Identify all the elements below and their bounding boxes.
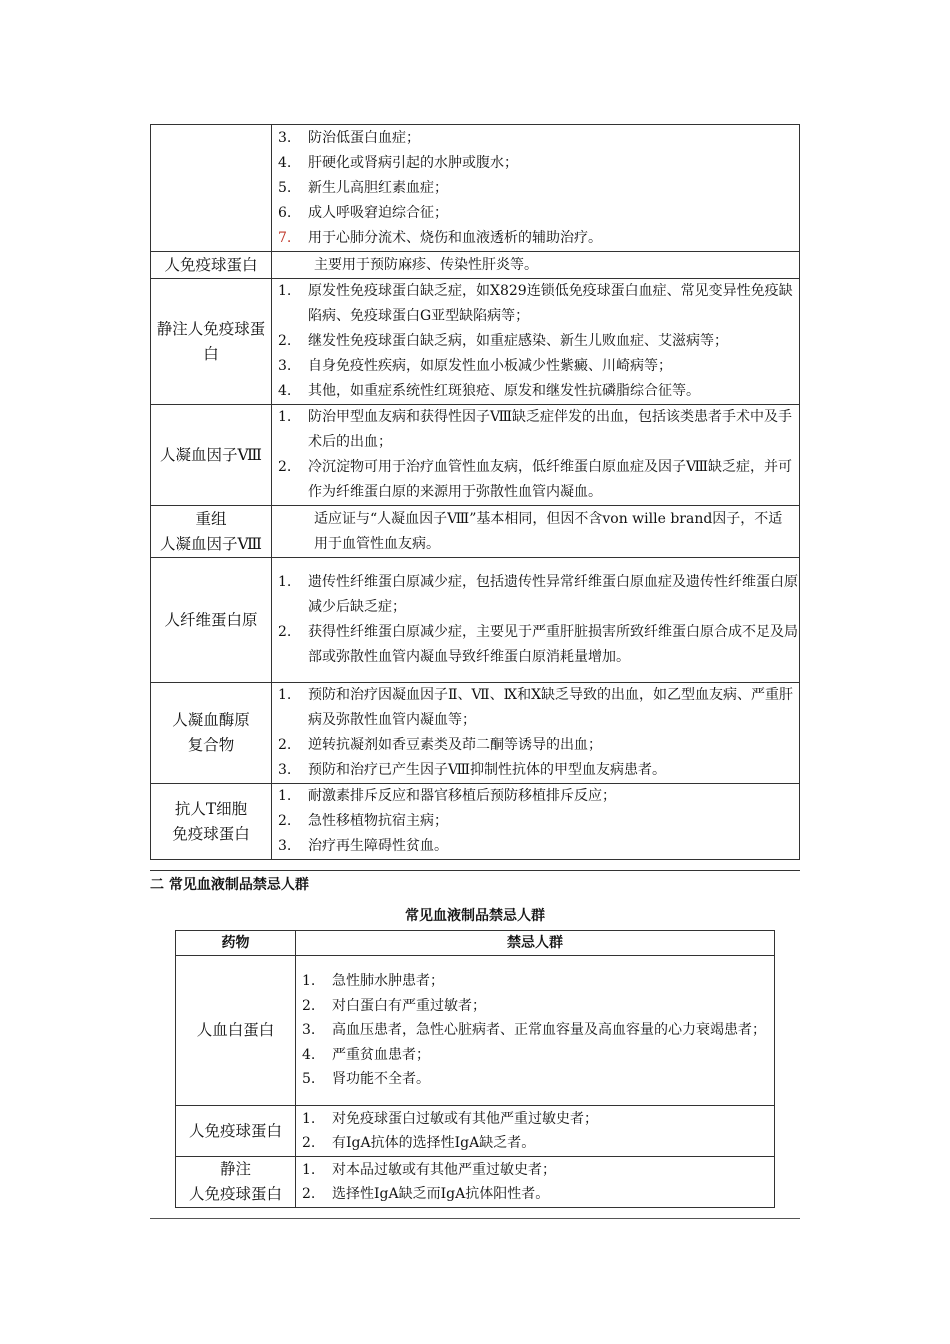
- indication-list: [272, 125, 800, 252]
- table-row: [151, 558, 800, 683]
- bottom-divider: [150, 1218, 800, 1219]
- list-item: 1. 急性肺水肿患者；: [302, 973, 444, 990]
- list-item: 1. 对免疫球蛋白过敏或有其他严重过敏史者；: [302, 1110, 598, 1127]
- table-row: [151, 405, 800, 506]
- table-row: [151, 279, 800, 405]
- list-item: 4. 其他，如重症系统性红斑狼疮、原发和继发性抗磷脂综合征等。: [278, 383, 700, 399]
- indication-list: [272, 683, 800, 784]
- list-item: 1. 遗传性纤维蛋白原减少症，包括遗传性异常纤维蛋白原血症及遗传性纤维蛋白原减少后缺乏症；: [278, 574, 798, 615]
- table-row: [151, 784, 800, 860]
- list-item: 1. 原发性免疫球蛋白缺乏症，如X829连锁低免疫球蛋白血症、常见变异性免疫缺陷病、免疫球蛋白G亚型缺陷病等；: [278, 283, 793, 324]
- section-title: 二 常见血液制品禁忌人群: [150, 870, 800, 896]
- indications-table: [150, 124, 800, 860]
- list-item: 4. 严重贫血患者；: [302, 1046, 430, 1063]
- list-item: 2. 获得性纤维蛋白原减少症，主要见于严重肝脏损害所致纤维蛋白原合成不足及局部或弥散性血管内凝血导致纤维蛋白原消耗量增加。: [278, 624, 798, 665]
- drug-cell: 人凝血因子Ⅷ: [151, 405, 272, 506]
- contraindication-list: [296, 1157, 775, 1208]
- list-item: 2. 急性移植物抗宿主病；: [278, 813, 448, 829]
- drug-cell: 人纤维蛋白原: [151, 558, 272, 683]
- drug-cell: 人免疫球蛋白: [151, 252, 272, 279]
- drug-cell: [151, 125, 272, 252]
- drug-cell: 人免疫球蛋白: [176, 1106, 296, 1157]
- table-row: [151, 683, 800, 784]
- indication-text: 主要用于预防麻疹、传染性肝炎等。: [272, 252, 800, 279]
- list-item: 3. 防治低蛋白血症；: [278, 129, 420, 146]
- list-item: 5. 新生儿高胆红素血症；: [278, 179, 448, 196]
- list-item: 1. 防治甲型血友病和获得性因子Ⅷ缺乏症伴发的出血，包括该类患者手术中及手术后的出血；: [278, 409, 793, 450]
- table-header-row: [176, 931, 775, 956]
- list-item: 7. 用于心肺分流术、烧伤和血液透析的辅助治疗。: [272, 226, 799, 251]
- indication-list: [272, 558, 800, 683]
- list-item: 4. 肝硬化或肾病引起的水肿或腹水；: [278, 154, 518, 171]
- list-item: 3. 治疗再生障碍性贫血。: [278, 838, 448, 854]
- contraindication-list: [296, 1106, 775, 1157]
- list-item: 1. 耐激素排斥反应和器官移植后预防移植排斥反应；: [278, 788, 616, 804]
- table-caption: 常见血液制品禁忌人群: [405, 908, 545, 924]
- drug-cell: 静注人免疫球蛋白: [151, 279, 272, 405]
- list-item: 2. 逆转抗凝剂如香豆素类及茚二酮等诱导的出血；: [278, 737, 602, 753]
- drug-cell: 重组 人凝血因子Ⅷ: [151, 506, 272, 558]
- list-item: 2. 选择性IgA缺乏而IgA抗体阳性者。: [302, 1186, 550, 1202]
- table-row: [176, 1106, 775, 1157]
- list-item: 6. 成人呼吸窘迫综合征；: [278, 204, 448, 221]
- column-header-contraindication: 禁忌人群: [296, 931, 775, 956]
- list-item: 3. 高血压患者，急性心脏病者、正常血容量及高血容量的心力衰竭患者；: [302, 1022, 766, 1039]
- drug-cell: 人血白蛋白: [176, 956, 296, 1106]
- indication-text: 适应证与“人凝血因子Ⅷ”基本相同，但因不含von wille brand因子，不适用于血管性血友病。: [272, 506, 800, 558]
- table-row: [151, 506, 800, 558]
- drug-cell: 静注 人免疫球蛋白: [176, 1157, 296, 1208]
- indication-list: [272, 784, 800, 860]
- contraindication-list: [296, 956, 775, 1106]
- drug-cell: 抗人T细胞 免疫球蛋白: [151, 784, 272, 860]
- indication-list: [272, 405, 800, 506]
- list-item: 2. 对白蛋白有严重过敏者；: [302, 997, 486, 1014]
- drug-cell: 人凝血酶原 复合物: [151, 683, 272, 784]
- table-row: [176, 956, 775, 1106]
- list-item: 5. 肾功能不全者。: [302, 1071, 430, 1088]
- list-item: 3. 自身免疫性疾病，如原发性血小板减少性紫癜、川崎病等；: [278, 358, 672, 374]
- list-item: 2. 有IgA抗体的选择性IgA缺乏者。: [302, 1135, 536, 1151]
- table-row: [151, 252, 800, 279]
- list-item: 2. 冷沉淀物可用于治疗血管性血友病，低纤维蛋白原血症及因子Ⅷ缺乏症，并可作为纤维蛋白原的来源用于弥散性血管内凝血。: [278, 459, 793, 500]
- list-item: 1. 预防和治疗因凝血因子Ⅱ、Ⅶ、Ⅸ和Ⅹ缺乏导致的出血，如乙型血友病、严重肝病及弥散性血管内凝血等；: [278, 687, 794, 728]
- column-header-drug: 药物: [176, 931, 296, 956]
- indication-list: [272, 279, 800, 405]
- table-row: [176, 1157, 775, 1208]
- list-item: 3. 预防和治疗已产生因子Ⅷ抑制性抗体的甲型血友病患者。: [278, 762, 667, 778]
- table-row: [151, 125, 800, 252]
- highlighted-number: 7.: [278, 229, 292, 246]
- contraindications-table: [175, 930, 775, 1208]
- list-item: 2. 继发性免疫球蛋白缺乏病，如重症感染、新生儿败血症、艾滋病等；: [278, 333, 728, 349]
- list-item: 1. 对本品过敏或有其他严重过敏史者；: [302, 1161, 556, 1178]
